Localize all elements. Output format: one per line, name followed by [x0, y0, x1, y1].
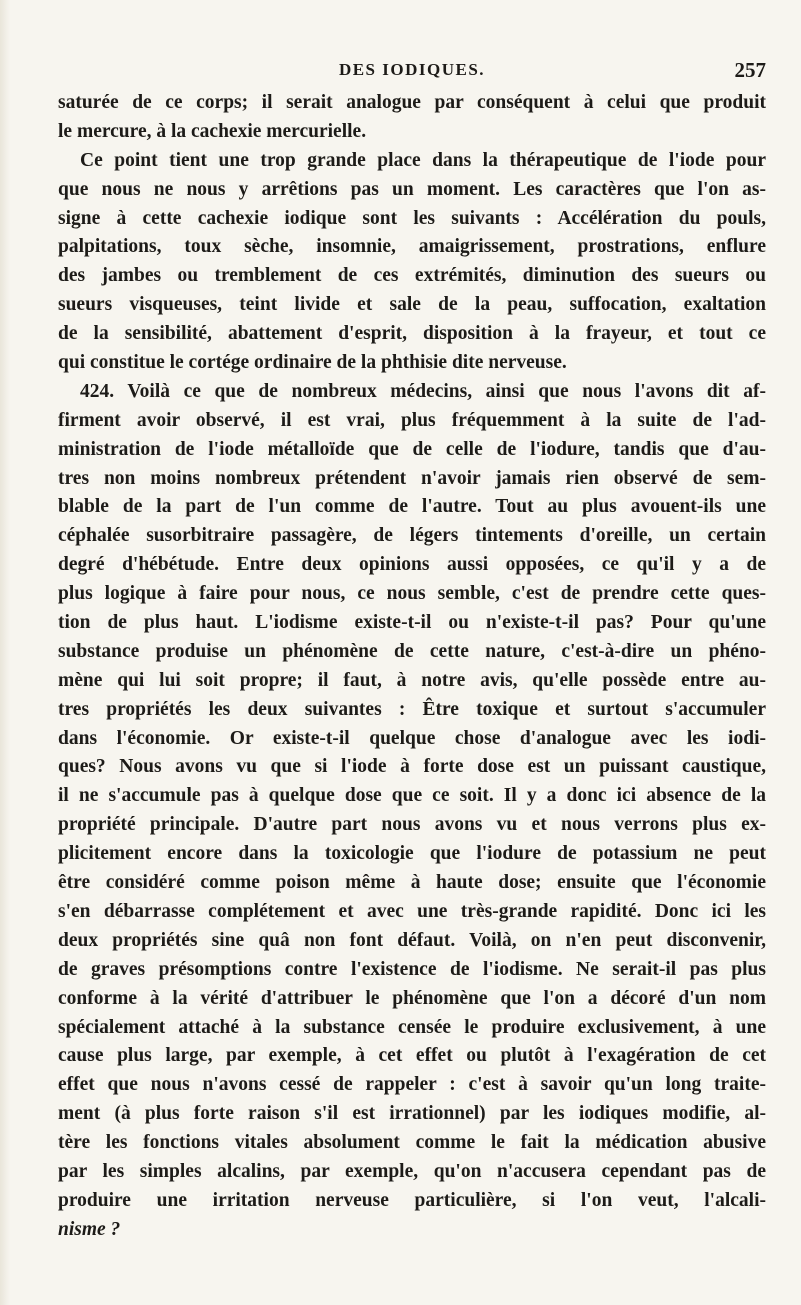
- text-line: blable de la part de l'un comme de l'autre. Tout au plus avouent-ils une: [58, 496, 766, 518]
- text-line: tère les fonctions vitales absolument comme le fait la médication abusive: [58, 1132, 766, 1154]
- text-line: être considéré comme poison même à haute dose; ensuite que l'économie: [58, 872, 766, 894]
- text-line: signe à cette cachexie iodique sont les suivants : Accélération du pouls,: [58, 207, 766, 229]
- text-line: des jambes ou tremblement de ces extrémités, diminution des sueurs ou: [58, 265, 766, 287]
- text-line: de la sensibilité, abattement d'esprit, disposition à la frayeur, et tout ce: [58, 323, 766, 345]
- text-line: qui constitue le cortége ordinaire de la phthisie dite nerveuse.: [58, 352, 567, 374]
- text-line: mène qui lui soit propre; il faut, à notre avis, qu'elle possède entre au-: [58, 669, 766, 691]
- text-line: produire une irritation nerveuse particulière, si l'on veut, l'alcali-: [58, 1189, 766, 1211]
- text-line: plicitement encore dans la toxicologie que l'iodure de potassium ne peut: [58, 843, 766, 865]
- page-number: 257: [734, 58, 766, 82]
- body-text: [58, 89, 766, 1245]
- text-line: tion de plus haut. L'iodisme existe-t-il ou n'existe-t-il pas? Pour qu'une: [58, 612, 766, 634]
- text-line: sueurs visqueuses, teint livide et sale de la peau, suffocation, exaltation: [58, 294, 766, 316]
- text-line: effet que nous n'avons cessé de rappeler : c'est à savoir qu'un long traite-: [58, 1074, 766, 1096]
- page-header: [58, 60, 766, 86]
- text-line: nisme ?: [58, 1218, 121, 1240]
- text-line: ment (à plus forte raison s'il est irrationnel) par les iodiques modifie, al-: [58, 1103, 766, 1125]
- text-line: propriété principale. D'autre part nous avons vu et nous verrons plus ex-: [58, 814, 766, 836]
- running-title: DES IODIQUES.: [338, 60, 486, 79]
- text-line: ministration de l'iode métalloïde que de celle de l'iodure, tandis que d'au-: [58, 438, 766, 460]
- text-line: palpitations, toux sèche, insomnie, amaigrissement, prostrations, enflure: [58, 236, 766, 258]
- text-line: spécialement attaché à la substance censée le produire exclusivement, à une: [58, 1016, 766, 1038]
- text-line: deux propriétés sine quâ non font défaut. Voilà, on n'en peut disconvenir,: [58, 929, 766, 951]
- text-line: saturée de ce corps; il serait analogue par conséquent à celui que produit: [58, 92, 766, 113]
- page-gutter-shadow: [0, 0, 10, 1305]
- text-line: substance produise un phénomène de cette nature, c'est-à-dire un phéno-: [58, 640, 766, 662]
- text-line: tres non moins nombreux prétendent n'avoir jamais rien observé de sem-: [58, 467, 766, 489]
- text-line: tres propriétés les deux suivantes : Être toxique et surtout s'accumuler: [58, 698, 766, 720]
- text-line: par les simples alcalins, par exemple, qu'on n'accusera cependant pas de: [58, 1160, 766, 1182]
- text-line: dans l'économie. Or existe-t-il quelque chose d'analogue avec les iodi-: [58, 727, 766, 749]
- text-line: céphalée susorbitraire passagère, de légers tintements d'oreille, un certain: [58, 525, 766, 547]
- text-line: degré d'hébétude. Entre deux opinions aussi opposées, ce qu'il y a de: [58, 554, 766, 576]
- text-line: il ne s'accumule pas à quelque dose que ce soit. Il y a donc ici absence de la: [58, 785, 766, 807]
- paragraph-424-start: 424. Voilà ce que de nombreux médecins, ainsi que nous l'avons dit af-: [80, 380, 766, 402]
- text-line: s'en débarrasse complétement et avec une très-grande rapidité. Donc ici les: [58, 900, 766, 922]
- text-line: de graves présomptions contre l'existence de l'iodisme. Ne serait-il pas plus: [58, 958, 766, 980]
- text-line: Ce point tient une trop grande place dans la thérapeutique de l'iode pour: [80, 149, 766, 171]
- text-line: cause plus large, par exemple, à cet effet ou plutôt à l'exagération de cet: [58, 1045, 766, 1067]
- text-line: que nous ne nous y arrêtions pas un moment. Les caractères que l'on as-: [58, 178, 766, 200]
- text-line: plus logique à faire pour nous, ce nous semble, c'est de prendre cette ques-: [58, 583, 766, 605]
- text-line: conforme à la vérité d'attribuer le phénomène que l'on a décoré d'un nom: [58, 987, 766, 1009]
- text-line: ques? Nous avons vu que si l'iode à forte dose est un puissant caustique,: [58, 756, 766, 778]
- text-line: le mercure, à la cachexie mercurielle.: [58, 120, 367, 142]
- text-line: firment avoir observé, il est vrai, plus fréquemment à la suite de l'ad-: [58, 409, 766, 431]
